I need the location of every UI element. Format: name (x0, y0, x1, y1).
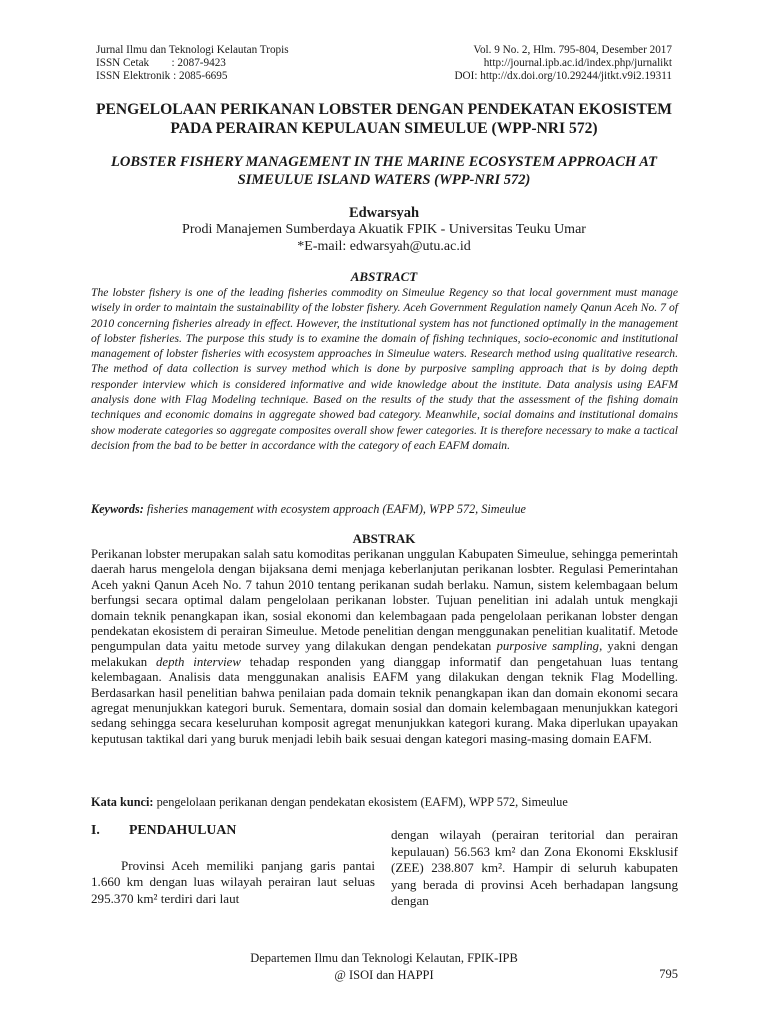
english-title (60, 153, 708, 189)
journal-name: Jurnal Ilmu dan Teknologi Kelautan Tropis (96, 44, 289, 56)
author-block (60, 205, 708, 255)
kata-kunci-label: Kata kunci: (91, 795, 154, 809)
footer-society: @ ISOI dan HAPPI (334, 968, 434, 982)
right-paragraph: dengan wilayah (perairan teritorial dan perairan kepulauan) 56.563 km² dan Zona Ekonomi Eksklusif (ZEE) 238.807 km². Hampir di seluruh kabupaten yang berada di provinsi Aceh berhadapan langsung dengan (391, 827, 678, 909)
keywords-label: Keywords: (91, 502, 144, 516)
issn-electronic: ISSN Elektronik : 2085-6695 (96, 70, 228, 83)
paper-title-line-1: PENGELOLAAN PERIKANAN LOBSTER DENGAN PENDEKATAN EKOSISTEM (95, 101, 673, 118)
english-title-line-2: SIMEULUE ISLAND WATERS (WPP-NRI 572) (237, 172, 531, 188)
abstrak-text (91, 547, 678, 747)
abstrak-heading: ABSTRAK (352, 531, 416, 546)
abstrak-part-1: Perikanan lobster merupakan salah satu komoditas perikanan unggulan Kabupaten Simeulue, sehingga pemerintah daerah harus mengelola dengan bijaksana demi menjaga keberlanjutan perikanan losbter. Regulasi Pemerintahan Aceh yakni Qanun Aceh No. 7 tahun 2010 tentang perikanan sudah berlaku. Namun, sistem kelembagaan belum berfungsi secara optimal dalam pengelolaan perikanan lobster. Tujuan penelitian ini adalah untuk mengkaji domain teknik penangkapan ikan, sosial ekonomi dan kelembagaan pada pengelolaan perikanan lobster dengan pendekatan ekosistem di perairan Simeulue. Metode penelitian dengan menggunakan penelitian kualitatif. Metode pengumpulan data yaitu metode survey yang dilakukan dengan pendekatan (91, 547, 678, 654)
paper-title (60, 100, 708, 138)
issn-print: ISSN Cetak : 2087-9423 (96, 57, 226, 70)
left-column (91, 822, 375, 907)
paper-title-line-2: PADA PERAIRAN KEPULAUAN SIMEULUE (WPP-NRI 572) (170, 120, 598, 137)
page-number: 795 (659, 967, 678, 981)
keywords (91, 502, 678, 517)
section-title: PENDAHULUAN (129, 822, 237, 837)
kata-kunci (91, 795, 678, 810)
doi-link[interactable]: DOI: http://dx.doi.org/10.29244/jitkt.v9i2.19311 (454, 70, 672, 83)
abstrak-part-3: tehadap responden yang dianggap informatif dan pengetahuan luas tentang kelembagaan. Analisis data menggunakan analisis EAFM yang dilakukan dengan teknik Flag Modelling. Berdasarkan hasil penelitian bahwa penilaian pada domain teknik penangkapan ikan dan domain ekonomi secara agregat menunjukkan kategori buruk. Sementara, domain sosial dan domain kelembagaan menunjukkan kategori sedang sehingga secara keseluruhan komposit agregat menunjukkan kategori kurang. Maka diperlukan upayakan keputusan taktikal dari yang buruk menjadi lebih baik sesuai dengan kategori masing-masing domain EAFM. (91, 654, 679, 746)
journal-header (96, 44, 672, 84)
section-heading (91, 822, 375, 839)
left-paragraph: Provinsi Aceh memiliki panjang garis pantai 1.660 km dengan luas wilayah perairan laut seluas 295.370 km² terdiri dari laut (91, 857, 375, 906)
abstrak-part-2: , yakni dengan melakukan (91, 639, 678, 669)
abstrak-italic-purposive: purposive sampling (496, 639, 600, 654)
footer-department: Departemen Ilmu dan Teknologi Kelautan, FPIK-IPB (250, 951, 518, 965)
journal-volume: Vol. 9 No. 2, Hlm. 795-804, Desember 2017 (473, 44, 672, 56)
abstrak-italic-depth: depth interview (156, 654, 241, 669)
abstract-heading: ABSTRACT (350, 269, 418, 284)
english-title-line-1: LOBSTER FISHERY MANAGEMENT IN THE MARINE ECOSYSTEM APPROACH AT (110, 154, 658, 170)
right-column (391, 827, 678, 910)
keywords-text: fisheries management with ecosystem approach (EAFM), WPP 572, Simeulue (146, 502, 526, 516)
author-affiliation: Prodi Manajemen Sumberdaya Akuatik FPIK - Universitas Teuku Umar (182, 221, 586, 237)
author-name: Edwarsyah (348, 205, 420, 221)
section-number: I. (91, 822, 100, 837)
abstract-text: The lobster fishery is one of the leading fisheries commodity on Simeulue Regency so that local government must manage wisely in order to maintain the sustainability of the lobster fishery. Aceh Government Regulation namely Qanun Aceh No. 7 of 2010 concerning fisheries already in effect. However, the institutional system has not functioned optimally in the management of lobster fisheries. The purpose this study is to examine the domain of fishing techniques, socio-economic and institutional management of lobster fisheries with ecosystem approaches in Simeulue waters. Research method using qualitative research. The method of data collection is survey method which is done by purposive sampling approach that is by doing depth responder interview which is considered informative and wide knowledge about the institute. Data analysis using EAFM analysis done with Flag Modeling technique. Based on the results of the study that the assessment of the fishing domain techniques and economic domains in aggregate showed bad category. Meanwhile, social domains and institutional domains show moderate categories so aggregate composites overall show fewer categories. It is therefore necessary to make a tactical decision from the bad to be better in accordance with the category of each EAFM domain. (91, 286, 678, 452)
kata-kunci-text: pengelolaan perikanan dengan pendekatan ekosistem (EAFM), WPP 572, Simeulue (156, 795, 568, 809)
journal-url[interactable]: http://journal.ipb.ac.id/index.php/jurnalikt (483, 57, 672, 70)
author-email[interactable]: *E-mail: edwarsyah@utu.ac.id (297, 238, 471, 254)
